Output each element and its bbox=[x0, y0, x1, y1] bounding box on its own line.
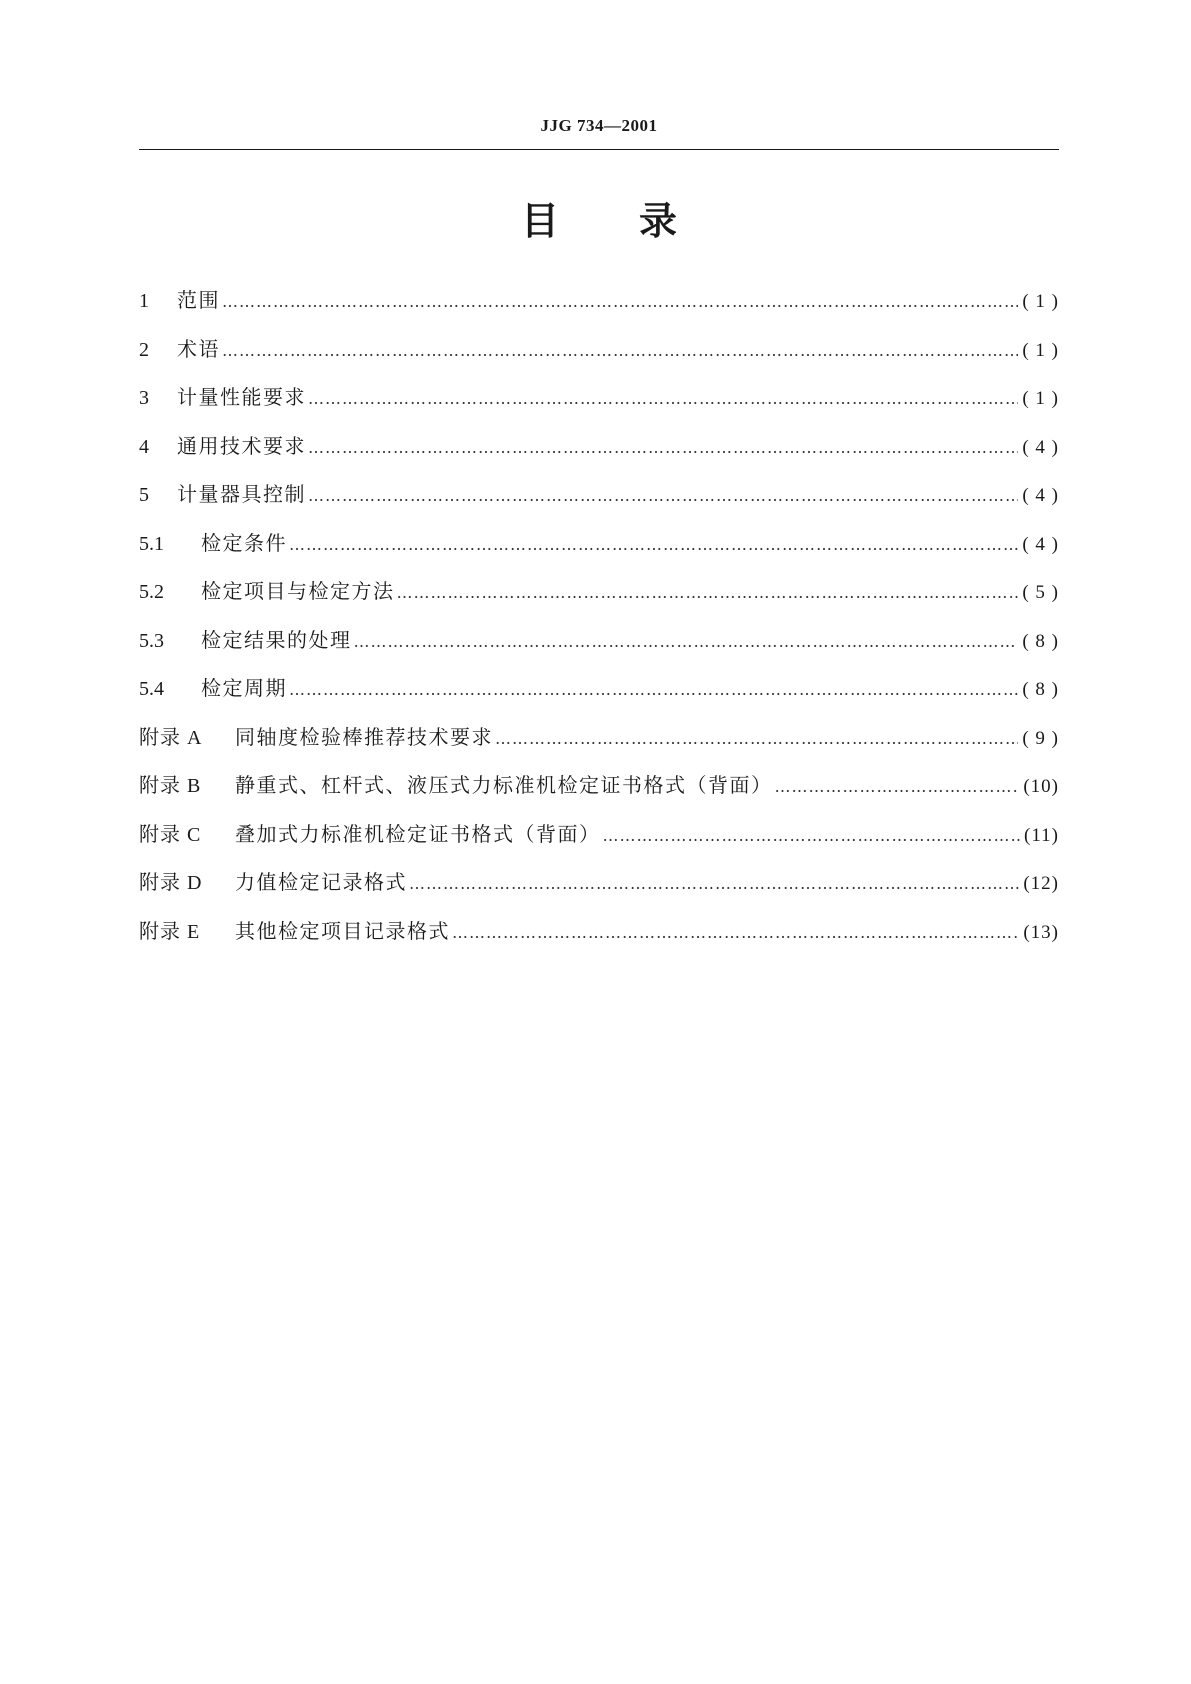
toc-entry-number: 5.3 bbox=[139, 629, 164, 652]
dot-leader bbox=[289, 530, 1018, 560]
toc-entry-page: ( 8 ) bbox=[1022, 679, 1059, 700]
toc-entry-number: 2 bbox=[139, 338, 149, 361]
toc-entry-page: (12) bbox=[1023, 873, 1059, 894]
dot-leader bbox=[222, 287, 1018, 317]
toc-entry-page: ( 1 ) bbox=[1022, 388, 1059, 409]
header-rule bbox=[139, 149, 1059, 150]
toc-entry-page: ( 8 ) bbox=[1022, 630, 1059, 652]
toc-entry-appendix-d[interactable] bbox=[139, 867, 1059, 916]
toc-entry-5[interactable] bbox=[139, 479, 1059, 528]
toc-entry-appendix-c[interactable] bbox=[139, 819, 1059, 868]
dot-leader bbox=[397, 578, 1019, 608]
dot-leader bbox=[222, 336, 1018, 366]
toc-entry-5-1[interactable] bbox=[139, 528, 1059, 577]
toc-entry-number: 5.4 bbox=[139, 678, 164, 700]
standard-code-header: JJG 734—2001 bbox=[540, 116, 658, 135]
toc-entry-label: 检定周期 bbox=[201, 676, 287, 700]
toc-entry-number: 附录 A bbox=[139, 726, 203, 749]
toc-entry-label: 力值检定记录格式 bbox=[235, 870, 407, 894]
toc-title-char-1: 目 bbox=[520, 199, 559, 243]
toc-entry-page: ( 1 ) bbox=[1022, 339, 1059, 361]
toc-entry-page: ( 1 ) bbox=[1022, 291, 1059, 312]
toc-entry-page: ( 4 ) bbox=[1022, 436, 1059, 458]
toc-list bbox=[139, 285, 1059, 964]
toc-entry-number: 附录 E bbox=[139, 920, 201, 943]
toc-entry-label: 同轴度检验棒推荐技术要求 bbox=[235, 724, 493, 749]
toc-entry-page: ( 5 ) bbox=[1022, 582, 1059, 603]
toc-entry-number: 5.1 bbox=[139, 532, 164, 555]
toc-entry-page: ( 4 ) bbox=[1022, 533, 1059, 555]
dot-leader bbox=[308, 481, 1018, 511]
toc-entry-label: 检定条件 bbox=[201, 530, 287, 555]
toc-entry-5-3[interactable] bbox=[139, 625, 1059, 674]
toc-entry-label: 计量器具控制 bbox=[177, 482, 306, 506]
toc-entry-number: 附录 D bbox=[139, 872, 203, 894]
dot-leader bbox=[308, 384, 1018, 414]
toc-entry-label: 术语 bbox=[177, 336, 220, 361]
dot-leader bbox=[775, 772, 1020, 802]
toc-entry-number: 3 bbox=[139, 387, 149, 409]
toc-entry-2[interactable] bbox=[139, 334, 1059, 383]
toc-entry-1[interactable] bbox=[139, 285, 1059, 334]
toc-entry-page: ( 9 ) bbox=[1022, 727, 1059, 749]
toc-entry-number: 4 bbox=[139, 435, 149, 458]
dot-leader bbox=[452, 918, 1019, 948]
toc-entry-number: 1 bbox=[139, 290, 149, 312]
dot-leader bbox=[495, 724, 1018, 754]
dot-leader bbox=[289, 675, 1018, 705]
toc-entry-page: (13) bbox=[1023, 921, 1059, 943]
toc-entry-appendix-a[interactable] bbox=[139, 722, 1059, 771]
dot-leader bbox=[409, 869, 1019, 899]
toc-entry-label: 通用技术要求 bbox=[177, 433, 306, 458]
dot-leader bbox=[354, 627, 1019, 657]
toc-entry-5-4[interactable] bbox=[139, 673, 1059, 722]
toc-entry-number: 附录 B bbox=[139, 775, 202, 797]
toc-entry-label: 叠加式力标准机检定证书格式（背面） bbox=[235, 821, 601, 846]
toc-entry-number: 附录 C bbox=[139, 823, 202, 846]
toc-entry-appendix-b[interactable] bbox=[139, 770, 1059, 819]
toc-entry-label: 静重式、杠杆式、液压式力标准机检定证书格式（背面） bbox=[235, 773, 773, 797]
toc-entry-label: 范围 bbox=[177, 288, 220, 312]
toc-entry-number: 5 bbox=[139, 484, 149, 506]
dot-leader bbox=[308, 433, 1018, 463]
toc-entry-number: 5.2 bbox=[139, 581, 164, 603]
toc-entry-page: (10) bbox=[1023, 776, 1059, 797]
toc-entry-label: 检定项目与检定方法 bbox=[201, 579, 395, 603]
toc-entry-page: ( 4 ) bbox=[1022, 485, 1059, 506]
toc-entry-page: (11) bbox=[1024, 824, 1059, 846]
toc-entry-label: 计量性能要求 bbox=[177, 385, 306, 409]
toc-entry-4[interactable] bbox=[139, 431, 1059, 480]
toc-entry-5-2[interactable] bbox=[139, 576, 1059, 625]
toc-title bbox=[139, 196, 1059, 246]
toc-title-char-2: 录 bbox=[639, 199, 678, 243]
toc-entry-label: 其他检定项目记录格式 bbox=[235, 918, 450, 943]
toc-entry-3[interactable] bbox=[139, 382, 1059, 431]
toc-entry-label: 检定结果的处理 bbox=[201, 627, 352, 652]
toc-entry-appendix-e[interactable] bbox=[139, 916, 1059, 965]
dot-leader bbox=[603, 821, 1021, 851]
